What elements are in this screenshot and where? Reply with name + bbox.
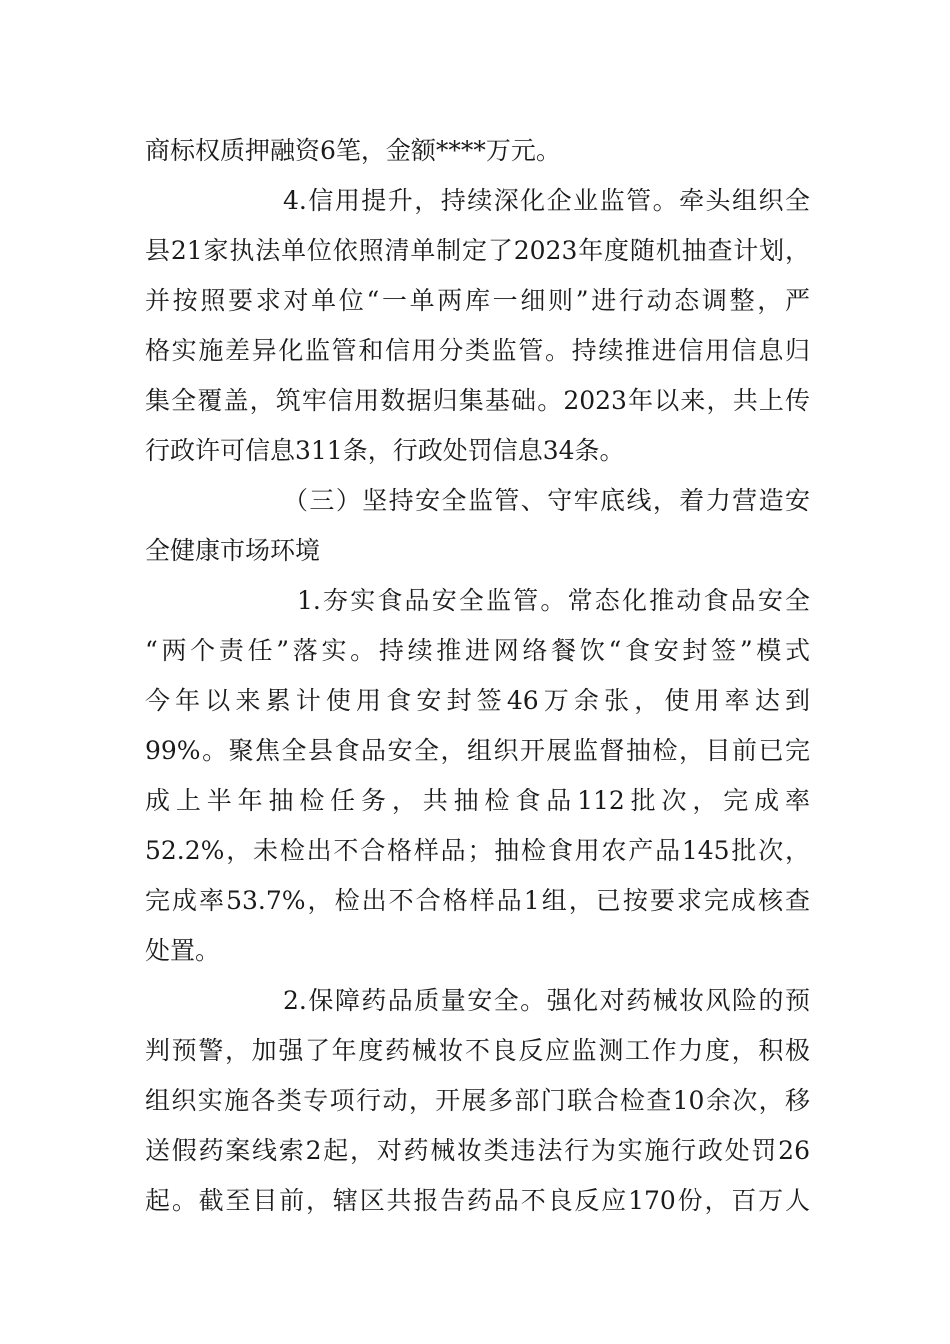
- paragraph-line: 处置。: [145, 936, 221, 965]
- paragraph-line: 99%。聚焦全县食品安全，组织开展监督抽检，目前已完: [145, 736, 810, 765]
- paragraph-line: 集全覆盖，筑牢信用数据归集基础。2023年以来，共上传: [145, 386, 810, 415]
- section-heading-line: 全健康市场环境: [145, 536, 321, 565]
- paragraph-line: 今年以来累计使用食安封签46万余张，使用率达到: [145, 686, 810, 715]
- paragraph-line: 1.夯实食品安全监管。常态化推动食品安全: [297, 586, 810, 615]
- paragraph-line: 判预警，加强了年度药械妆不良反应监测工作力度，积极: [145, 1036, 810, 1065]
- paragraph-line: 县21家执法单位依照清单制定了2023年度随机抽查计划，: [145, 236, 810, 265]
- paragraph-line: 商标权质押融资6笔，金额****万元。: [145, 136, 561, 165]
- paragraph-line: 起。截至目前，辖区共报告药品不良反应170份，百万人: [145, 1186, 810, 1215]
- paragraph-line: 完成率53.7%，检出不合格样品1组，已按要求完成核查: [145, 886, 810, 915]
- paragraph-line: 2.保障药品质量安全。强化对药械妆风险的预: [283, 986, 810, 1015]
- paragraph-line: 行政许可信息311条，行政处罚信息34条。: [145, 436, 625, 465]
- paragraph-line: “两个责任”落实。持续推进网络餐饮“食安封签”模式: [145, 636, 810, 665]
- paragraph-line: 并按照要求对单位“一单两库一细则”进行动态调整，严: [145, 286, 810, 315]
- paragraph-line: 4.信用提升，持续深化企业监管。牵头组织全: [283, 186, 810, 215]
- paragraph-line: 成上半年抽检任务，共抽检食品112批次，完成率: [145, 786, 810, 815]
- paragraph-line: 送假药案线索2起，对药械妆类违法行为实施行政处罚26: [145, 1136, 810, 1165]
- paragraph-line: 52.2%，未检出不合格样品；抽检食用农产品145批次，: [145, 836, 810, 865]
- section-heading-line: （三）坚持安全监管、守牢底线，着力营造安: [283, 486, 810, 515]
- paragraph-line: 组织实施各类专项行动，开展多部门联合检查10余次，移: [145, 1086, 810, 1115]
- paragraph-line: 格实施差异化监管和信用分类监管。持续推进信用信息归: [145, 336, 810, 365]
